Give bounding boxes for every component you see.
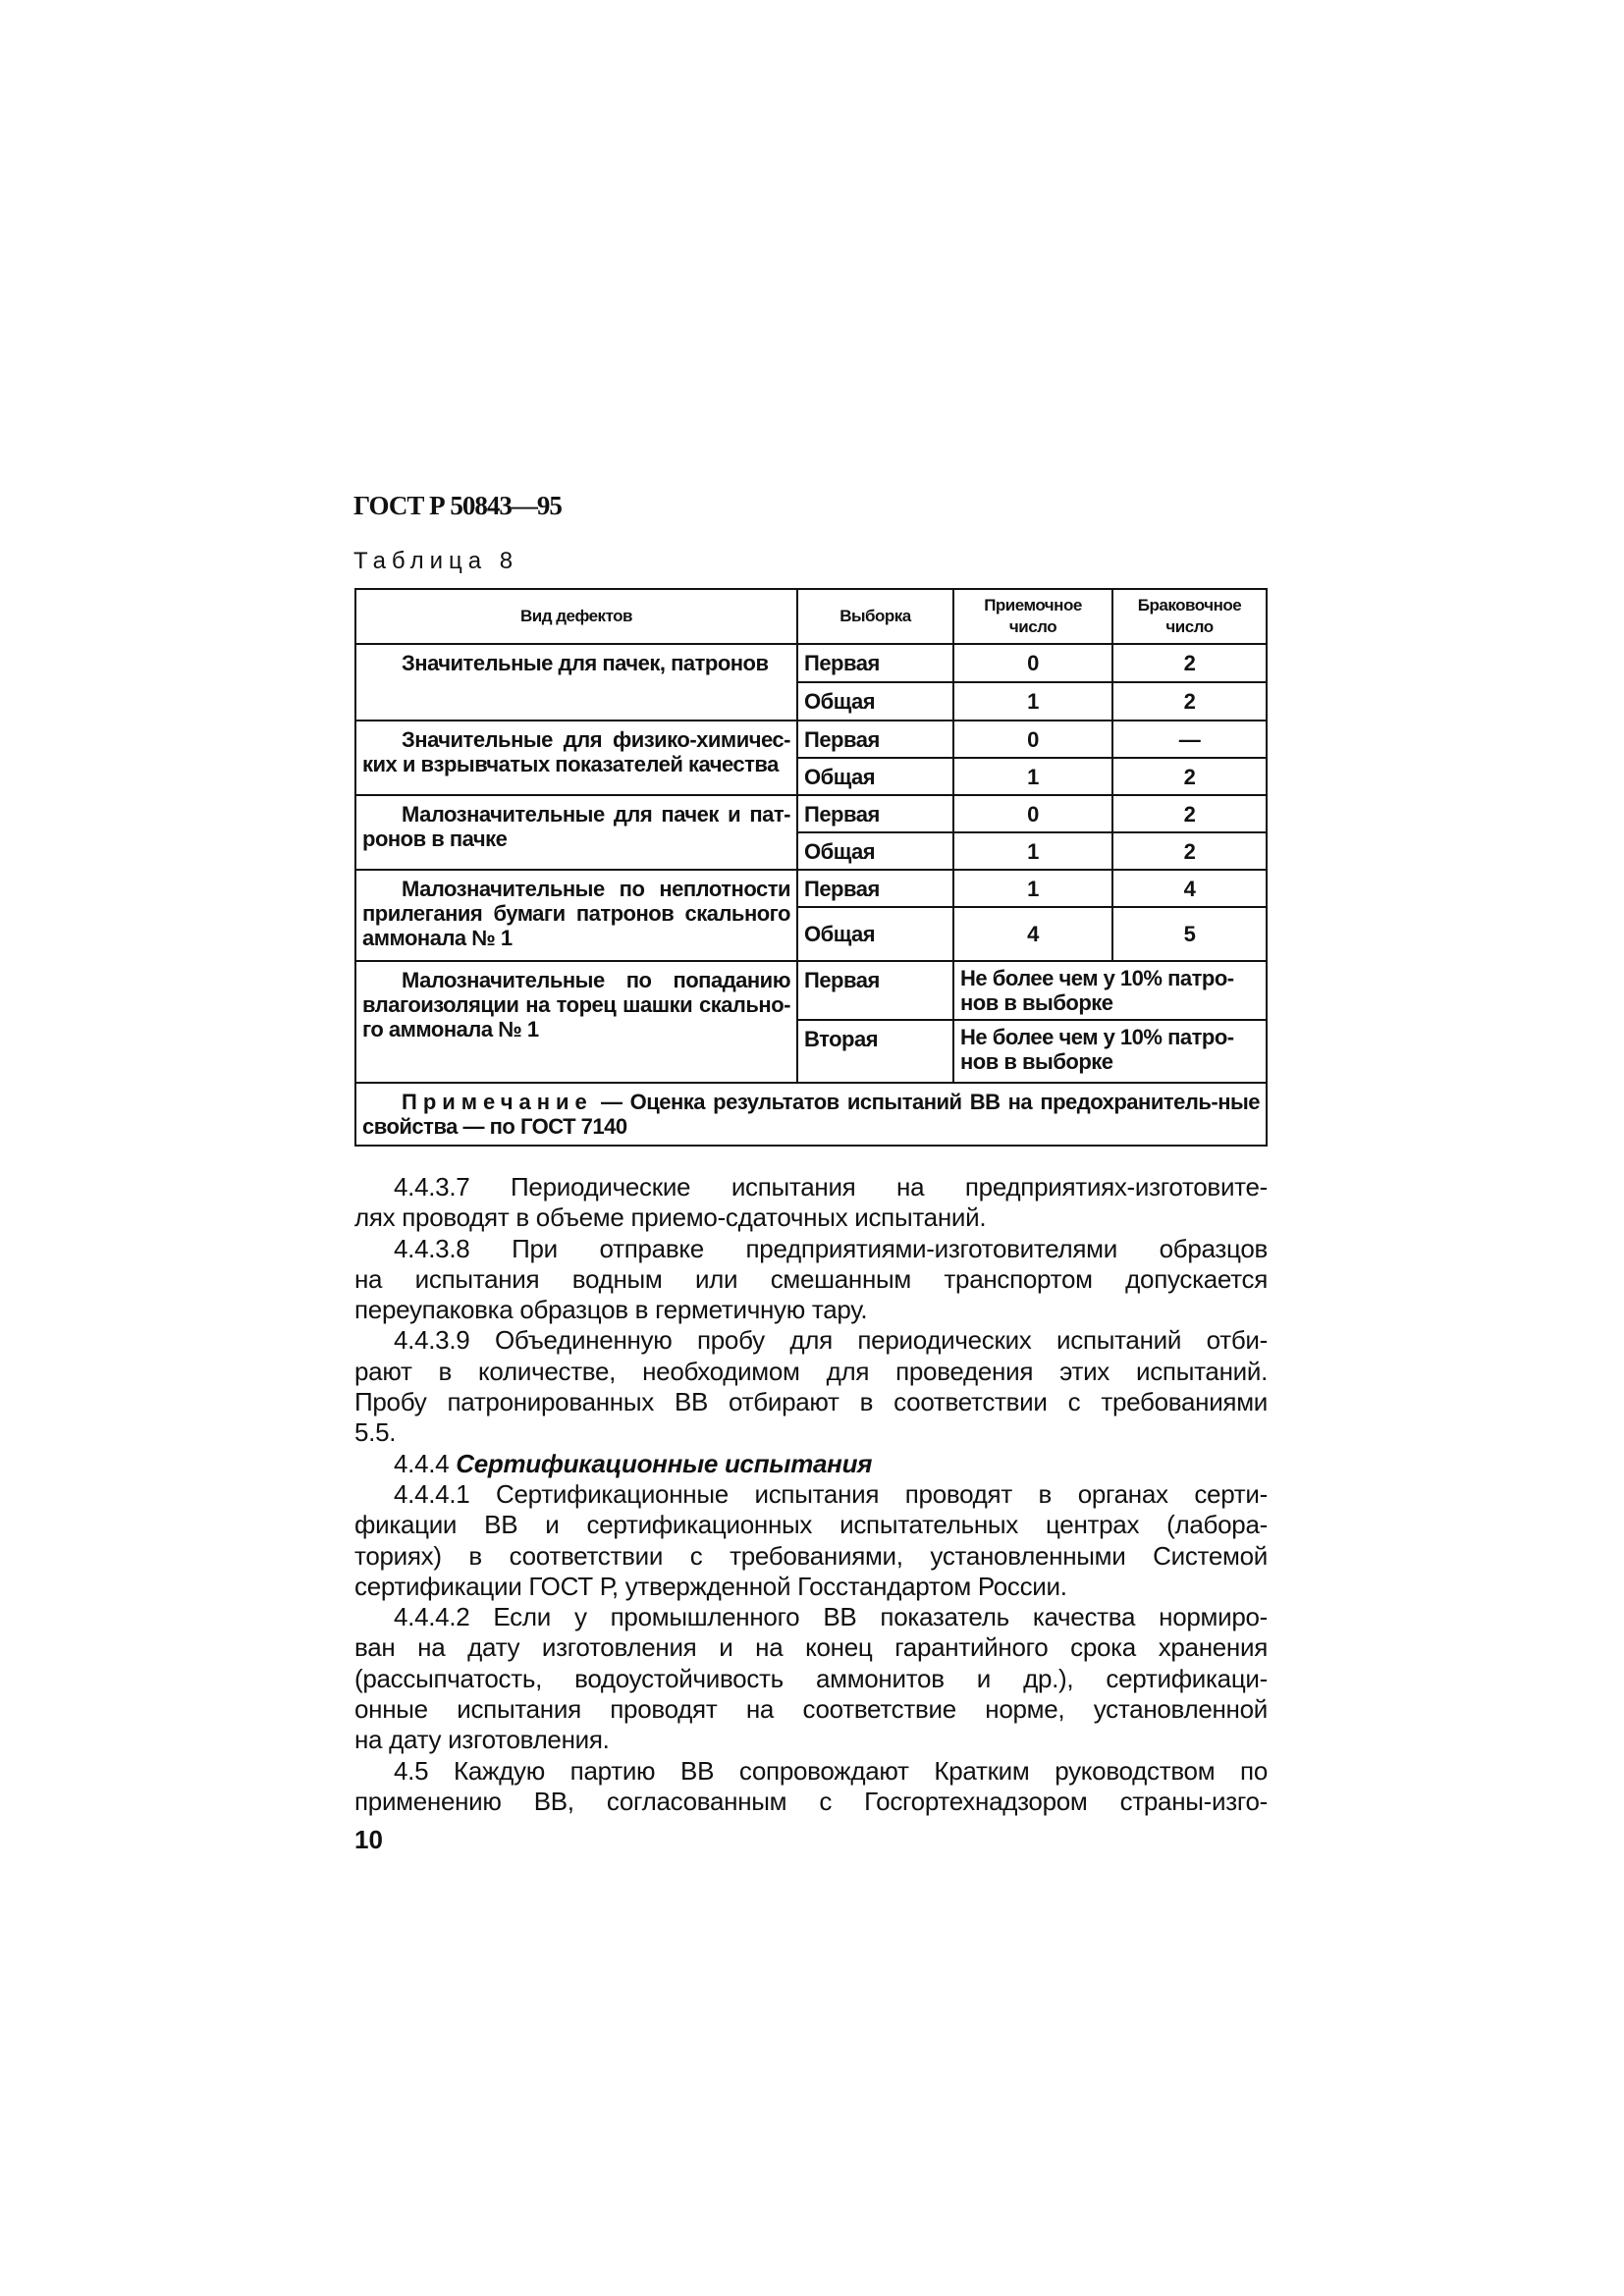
limit-cell: Не более чем у 10% патро-нов в выборке: [953, 1020, 1267, 1083]
table-caption: Таблица 8: [353, 548, 519, 574]
sample-cell: Первая: [797, 644, 953, 682]
table-row: [355, 870, 1267, 907]
text-line: сертификации ГОСТ Р, утвержденной Госстандартом России.: [354, 1571, 1067, 1601]
text-line: (рассыпчатость, водоустойчивость аммонитов и др.), сертификаци-: [354, 1663, 1268, 1693]
text-line: 4.4.4.2 Если у промышленного ВВ показатель качества нормиро-: [394, 1602, 1268, 1632]
section-title: Сертификационные испытания: [456, 1448, 873, 1478]
sample-cell: Вторая: [797, 1020, 953, 1083]
text-line: фикации ВВ и сертификационных испытательных центрах (лабора-: [354, 1510, 1268, 1540]
text-line: рают в количестве, необходимом для проведения этих испытаний.: [354, 1356, 1268, 1386]
accept-cell: 1: [953, 682, 1112, 721]
text-line: 4.4.3.8 При отправке предприятиями-изготовителями образцов: [394, 1233, 1268, 1263]
table-row: [355, 721, 1267, 758]
sample-cell: Общая: [797, 682, 953, 721]
note-text: — Оценка результатов испытаний ВВ на предохранитель-ные свойства — по ГОСТ 7140: [362, 1090, 1260, 1139]
table-note-row: [355, 1083, 1267, 1146]
text-line: ториях) в соответствии с требованиями, установленными Системой: [354, 1540, 1268, 1571]
reject-cell: 5: [1112, 907, 1267, 961]
section-heading: 4.4.4 Сертификационные испытания: [394, 1448, 873, 1478]
sample-cell: Первая: [797, 795, 953, 832]
accept-cell: 1: [953, 870, 1112, 907]
sample-cell: Первая: [797, 721, 953, 758]
sample-cell: Общая: [797, 758, 953, 795]
accept-cell: 0: [953, 721, 1112, 758]
accept-cell: 1: [953, 758, 1112, 795]
sample-cell: Общая: [797, 832, 953, 870]
text-line: Пробу патронированных ВВ отбирают в соответствии с требованиями: [354, 1387, 1268, 1417]
defect-kind: Значительные для пачек, патронов: [355, 644, 797, 721]
accept-cell: 0: [953, 644, 1112, 682]
reject-cell: 2: [1112, 795, 1267, 832]
table-note: [355, 1083, 1267, 1146]
defects-table: [354, 588, 1268, 1147]
col-header: Приемочное число: [953, 589, 1112, 644]
text-line: ван на дату изготовления и на конец гарантийного срока хранения: [354, 1632, 1268, 1663]
text-line: 5.5.: [354, 1417, 397, 1448]
col-header: Браковочное число: [1112, 589, 1267, 644]
text-line: 4.4.3.7 Периодические испытания на предприятиях-изготовите-: [394, 1172, 1268, 1201]
col-header: Выборка: [797, 589, 953, 644]
sample-cell: Первая: [797, 870, 953, 907]
text-line: применению ВВ, согласованным с Госгортехнадзором страны-изго-: [354, 1786, 1268, 1816]
text-line: на дату изготовления.: [354, 1725, 610, 1755]
text-line: лях проводят в объеме приемо-сдаточных испытаний.: [354, 1202, 987, 1233]
defect-kind: Малозначительные для пачек и пат-ронов в пачке: [355, 795, 797, 870]
text-line: переупаковка образцов в герметичную тару.: [354, 1295, 868, 1325]
table-row: [355, 961, 1267, 1020]
note-label: Примечание: [402, 1090, 593, 1114]
reject-cell: 4: [1112, 870, 1267, 907]
text-line: на испытания водным или смешанным транспортом допускается: [354, 1263, 1268, 1294]
defect-kind: Значительные для физико-химичес-ких и взрывчатых показателей качества: [355, 721, 797, 795]
reject-cell: 2: [1112, 682, 1267, 721]
reject-cell: 2: [1112, 758, 1267, 795]
accept-cell: 1: [953, 832, 1112, 870]
sample-cell: Первая: [797, 961, 953, 1020]
text-line: 4.4.3.9 Объединенную пробу для периодических испытаний отби-: [394, 1325, 1268, 1356]
reject-cell: 2: [1112, 644, 1267, 682]
table-row: [355, 644, 1267, 682]
text-line: 4.5 Каждую партию ВВ сопровождают Кратким руководством по: [394, 1755, 1268, 1786]
table-header-row: [355, 589, 1267, 644]
body-text: [354, 1172, 1268, 1817]
text-line: онные испытания проводят на соответствие норме, установленной: [354, 1694, 1268, 1725]
accept-cell: 0: [953, 795, 1112, 832]
accept-cell: 4: [953, 907, 1112, 961]
defect-kind: Малозначительные по неплотности прилегания бумаги патронов скального аммонала № 1: [355, 870, 797, 961]
defect-kind: Малозначительные по попаданию влагоизоляции на торец шашки скально-го аммонала № 1: [355, 961, 797, 1083]
col-header: Вид дефектов: [355, 589, 797, 644]
text-line: 4.4.4.1 Сертификационные испытания проводят в органах серти-: [394, 1478, 1268, 1509]
sample-cell: Общая: [797, 907, 953, 961]
page-content: [354, 588, 1268, 1854]
reject-cell: 2: [1112, 832, 1267, 870]
document-id: ГОСТ Р 50843—95: [353, 491, 562, 520]
page-number: 10: [354, 1825, 383, 1855]
reject-cell: —: [1112, 721, 1267, 758]
table-row: [355, 795, 1267, 832]
limit-cell: Не более чем у 10% патро-нов в выборке: [953, 961, 1267, 1020]
